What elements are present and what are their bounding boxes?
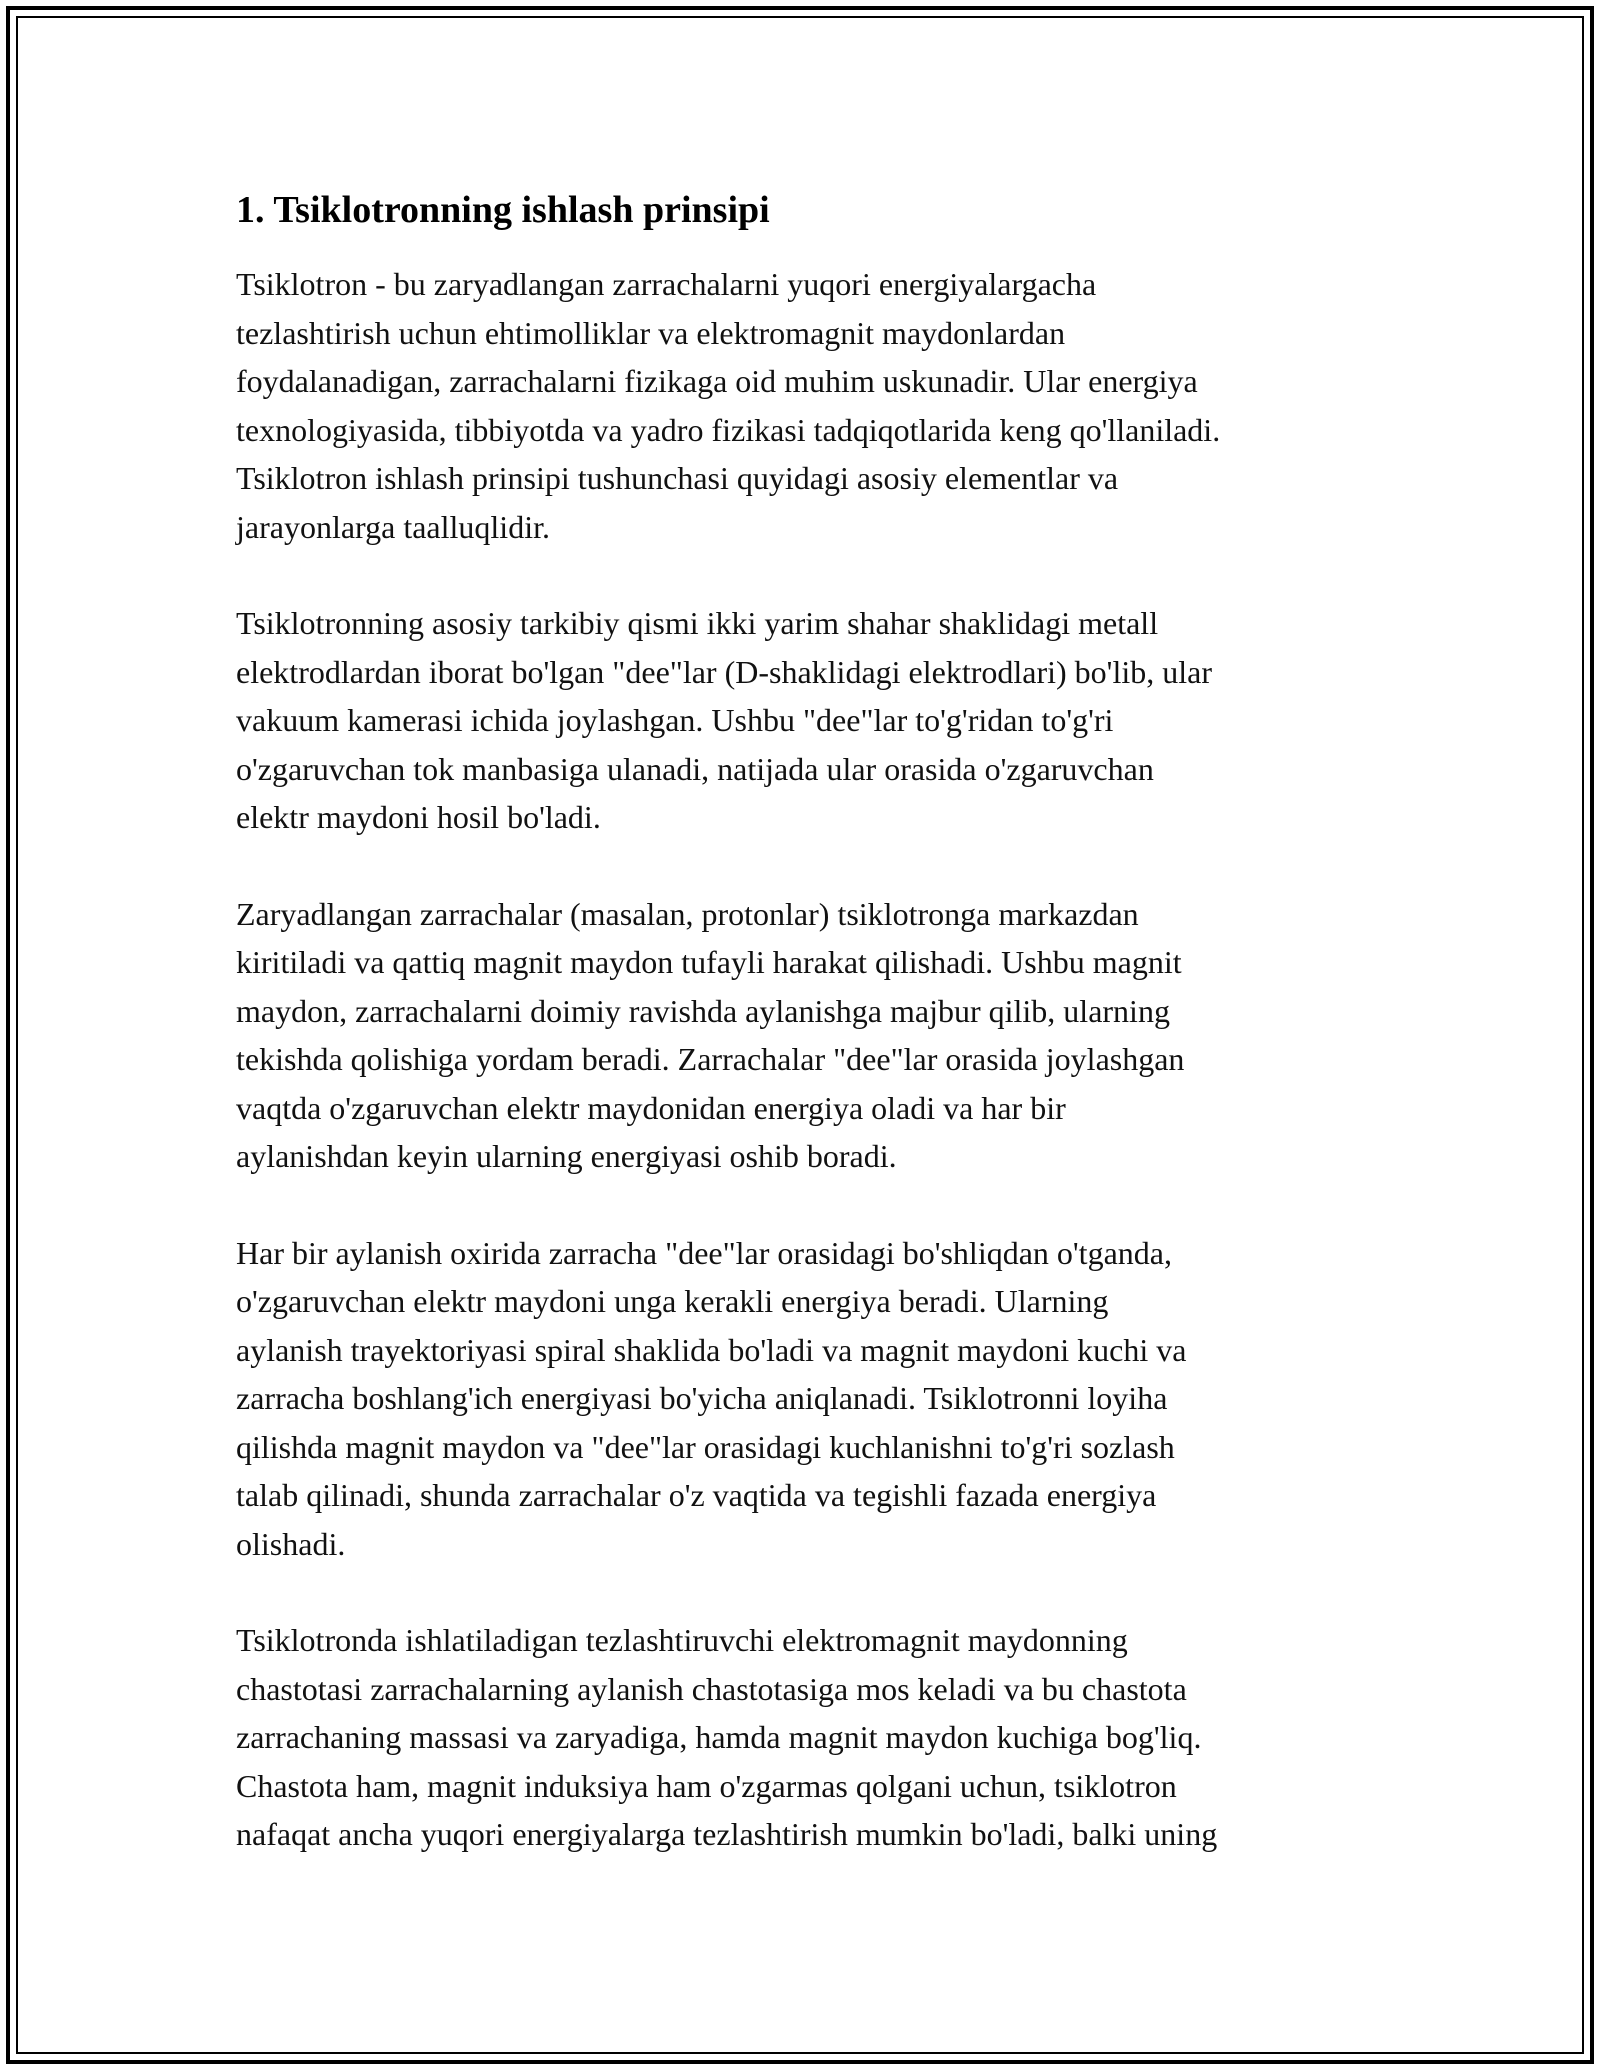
page-content <box>236 186 1376 1907</box>
section-heading: 1. Tsiklotronning ishlash prinsipi <box>236 189 770 231</box>
paragraph-4: Har bir aylanish oxirida zarracha "dee"lar orasidagi bo'shliqdan o'tganda, o'zgaruvchan elektr maydoni unga kerakli energiya beradi. Ularning aylanish trayektoriyasi spiral shaklida bo'ladi va magnit maydoni kuchi va zarracha boshlang'ich energiyasi bo'yicha aniqlanadi. Tsiklotronni loyiha qilishda magnit maydon va "dee"lar orasidagi kuchlanishni to'g'ri sozlash talab qilinadi, shunda zarrachalar o'z vaqtida va tegishli fazada energiya olishadi. <box>236 1234 1187 1562</box>
paragraph-5: Tsiklotronda ishlatiladigan tezlashtiruvchi elektromagnit maydonning chastotasi zarrachalarning aylanish chastotasiga mos keladi va bu chastota zarrachaning massasi va zaryadiga, hamda magnit maydon kuchiga bog'liq. Chastota ham, magnit induksiya ham o'zgarmas qolgani uchun, tsiklotron nafaqat ancha yuqori energiyalarga tezlashtirish mumkin bo'ladi, balki uning <box>236 1622 1218 1852</box>
paragraph-1: Tsiklotron - bu zaryadlangan zarrachalarni yuqori energiyalargacha tezlashtirish uchun ehtimolliklar va elektromagnit maydonlardan foydalanadigan, zarrachalarni fizikaga oid muhim uskunadir. Ular energiya texnologiyasida, tibbiyotda va yadro fizikasi tadqiqotlarida keng qo'llaniladi. Tsiklotron ishlash prinsipi tushunchasi quyidagi asosiy elementlar va jarayonlarga taalluqlidir. <box>236 266 1221 545</box>
paragraph-3: Zaryadlangan zarrachalar (masalan, protonlar) tsiklotronga markazdan kiritiladi va qattiq magnit maydon tufayli harakat qilishadi. Ushbu magnit maydon, zarrachalarni doimiy ravishda aylanishga majbur qilib, ularning tekishda qolishiga yordam beradi. Zarrachalar "dee"lar orasida joylashgan vaqtda o'zgaruvchan elektr maydonidan energiya oladi va har bir aylanishdan keyin ularning energiyasi oshib boradi. <box>236 895 1185 1174</box>
paragraph-2: Tsiklotronning asosiy tarkibiy qismi ikki yarim shahar shaklidagi metall elektrodlardan iborat bo'lgan "dee"lar (D-shaklidagi elektrodlari) bo'lib, ular vakuum kamerasi ichida joylashgan. Ushbu "dee"lar to'g'ridan to'g'ri o'zgaruvchan tok manbasiga ulanadi, natijada ular orasida o'zgaruvchan elektr maydoni hosil bo'ladi. <box>236 605 1212 835</box>
